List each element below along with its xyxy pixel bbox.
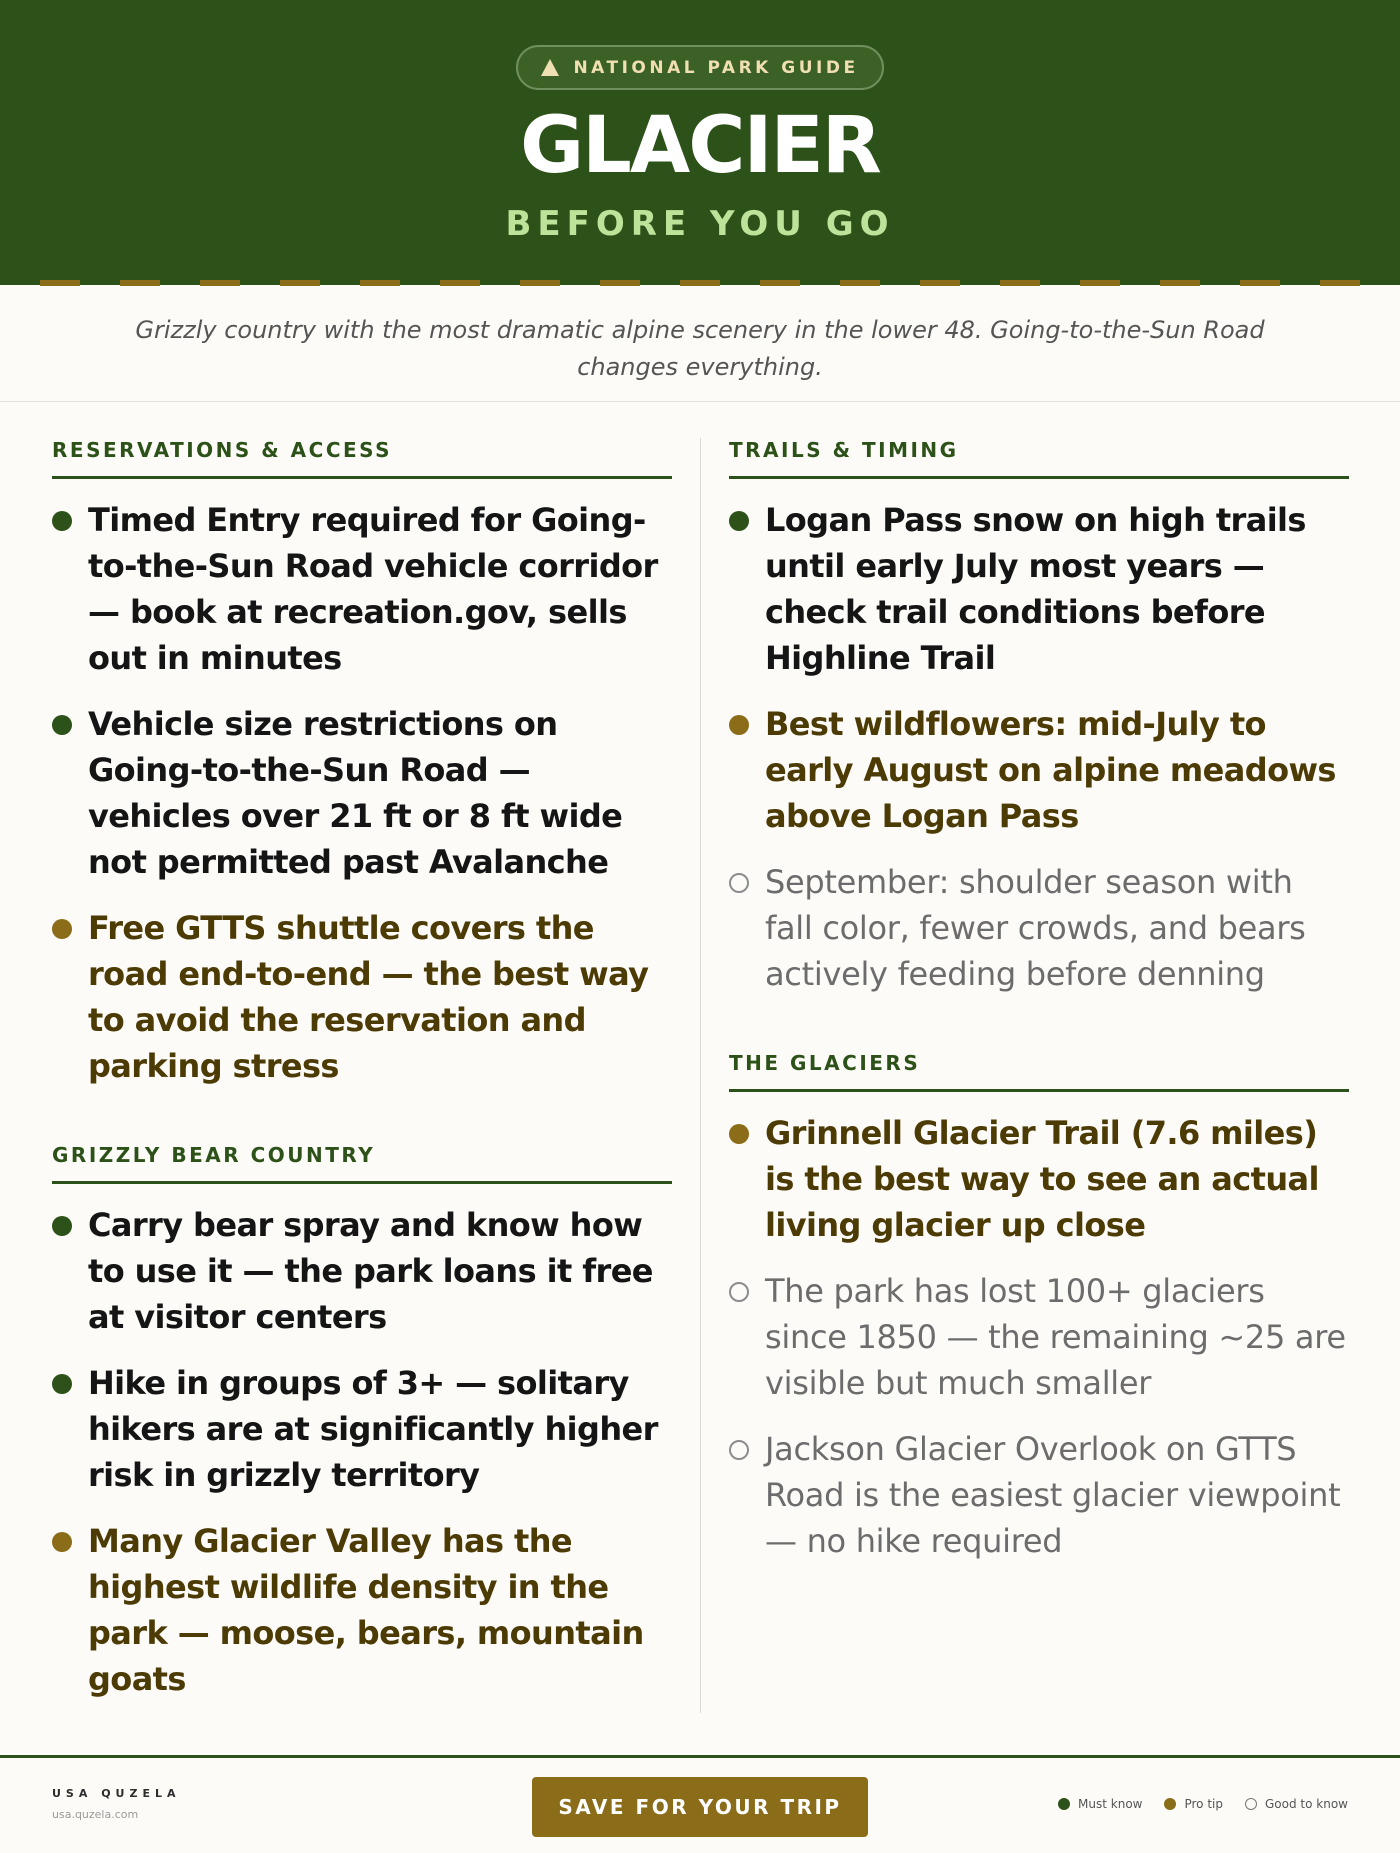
legend-label-pro: Pro tip — [1184, 1797, 1223, 1811]
page-subtitle: BEFORE YOU GO — [505, 204, 895, 244]
dashed-divider — [0, 280, 1400, 286]
bullet-item-pro — [729, 701, 1349, 839]
intro-divider — [0, 401, 1400, 402]
page-title: GLACIER — [520, 101, 880, 191]
filled-dot-icon — [52, 1532, 72, 1552]
filled-dot-icon — [52, 919, 72, 939]
guide-section — [729, 1051, 1349, 1564]
open-circle-icon — [729, 1440, 749, 1460]
legend-item-pro — [1164, 1797, 1223, 1811]
open-circle-icon — [729, 873, 749, 893]
bullet-item-must — [52, 1360, 672, 1498]
filled-dot-icon — [52, 1374, 72, 1394]
bullet-item-pro — [52, 905, 672, 1089]
section-title: RESERVATIONS & ACCESS — [52, 438, 672, 479]
bullet-text: Vehicle size restrictions on Going-to-the-Sun Road — vehicles over 21 ft or 8 ft wide not permitted past Avalanche — [88, 705, 623, 881]
bullet-item-good — [729, 1426, 1349, 1564]
filled-dot-icon — [729, 511, 749, 531]
bullet-text: September: shoulder season with fall color, fewer crowds, and bears actively feeding before denning — [765, 863, 1306, 993]
legend-label-good: Good to know — [1265, 1797, 1348, 1811]
bullet-text: Free GTTS shuttle covers the road end-to-end — the best way to avoid the reservation and parking stress — [88, 909, 649, 1085]
bullet-list — [52, 497, 672, 1089]
filled-dot-icon — [52, 1216, 72, 1236]
open-circle-icon — [729, 1282, 749, 1302]
bullet-text: The park has lost 100+ glaciers since 1850 — the remaining ~25 are visible but much smaller — [765, 1272, 1346, 1402]
legend-item-good — [1245, 1797, 1348, 1811]
bullet-text: Jackson Glacier Overlook on GTTS Road is the easiest glacier viewpoint — no hike required — [765, 1430, 1341, 1560]
guide-badge — [516, 45, 884, 90]
must-know-dot-icon — [1058, 1798, 1070, 1810]
legend — [1058, 1797, 1348, 1811]
bullet-item-must — [52, 701, 672, 885]
bullet-item-good — [729, 859, 1349, 997]
left-column — [52, 438, 672, 1722]
bullet-list — [729, 497, 1349, 997]
bullet-text: Many Glacier Valley has the highest wildlife density in the park — moose, bears, mountain goats — [88, 1522, 644, 1698]
bullet-list — [52, 1202, 672, 1702]
legend-item-must — [1058, 1797, 1142, 1811]
bullet-item-must — [729, 497, 1349, 681]
bullet-text: Best wildflowers: mid-July to early August on alpine meadows above Logan Pass — [765, 705, 1336, 835]
bullet-text: Logan Pass snow on high trails until early July most years — check trail conditions before Highline Trail — [765, 501, 1306, 677]
filled-dot-icon — [52, 715, 72, 735]
guide-section — [52, 438, 672, 1089]
right-column — [729, 438, 1349, 1584]
mountain-triangle-icon — [541, 59, 559, 76]
brand-url[interactable]: usa.quzela.com — [52, 1808, 139, 1821]
section-title: GRIZZLY BEAR COUNTRY — [52, 1143, 672, 1184]
bullet-item-must — [52, 1202, 672, 1340]
footer-divider — [0, 1755, 1400, 1758]
save-for-trip-button[interactable]: SAVE FOR YOUR TRIP — [532, 1777, 868, 1837]
filled-dot-icon — [729, 715, 749, 735]
guide-badge-label: NATIONAL PARK GUIDE — [573, 57, 859, 78]
header-banner — [0, 0, 1400, 285]
brand-name: USA QUZELA — [52, 1787, 181, 1800]
bullet-item-pro — [729, 1110, 1349, 1248]
filled-dot-icon — [729, 1124, 749, 1144]
section-title: TRAILS & TIMING — [729, 438, 1349, 479]
guide-section — [729, 438, 1349, 997]
bullet-text: Grinnell Glacier Trail (7.6 miles) is the best way to see an actual living glacier up close — [765, 1114, 1319, 1244]
legend-label-must: Must know — [1078, 1797, 1143, 1811]
bullet-text: Carry bear spray and know how to use it — the park loans it free at visitor centers — [88, 1206, 653, 1336]
column-divider — [700, 438, 701, 1713]
section-spacer — [729, 1017, 1349, 1051]
pro-tip-dot-icon — [1164, 1798, 1176, 1810]
guide-section — [52, 1143, 672, 1702]
section-title: THE GLACIERS — [729, 1051, 1349, 1092]
bullet-item-pro — [52, 1518, 672, 1702]
good-to-know-circle-icon — [1245, 1798, 1257, 1810]
bullet-text: Hike in groups of 3+ — solitary hikers are at significantly higher risk in grizzly territory — [88, 1364, 658, 1494]
intro-text: Grizzly country with the most dramatic alpine scenery in the lower 48. Going-to-the-Sun Road changes everything. — [135, 316, 1265, 381]
section-spacer — [52, 1109, 672, 1143]
bullet-item-must — [52, 497, 672, 681]
bullet-list — [729, 1110, 1349, 1564]
filled-dot-icon — [52, 511, 72, 531]
bullet-text: Timed Entry required for Going-to-the-Sun Road vehicle corridor — book at recreation.gov, sells out in minutes — [88, 501, 658, 677]
bullet-item-good — [729, 1268, 1349, 1406]
